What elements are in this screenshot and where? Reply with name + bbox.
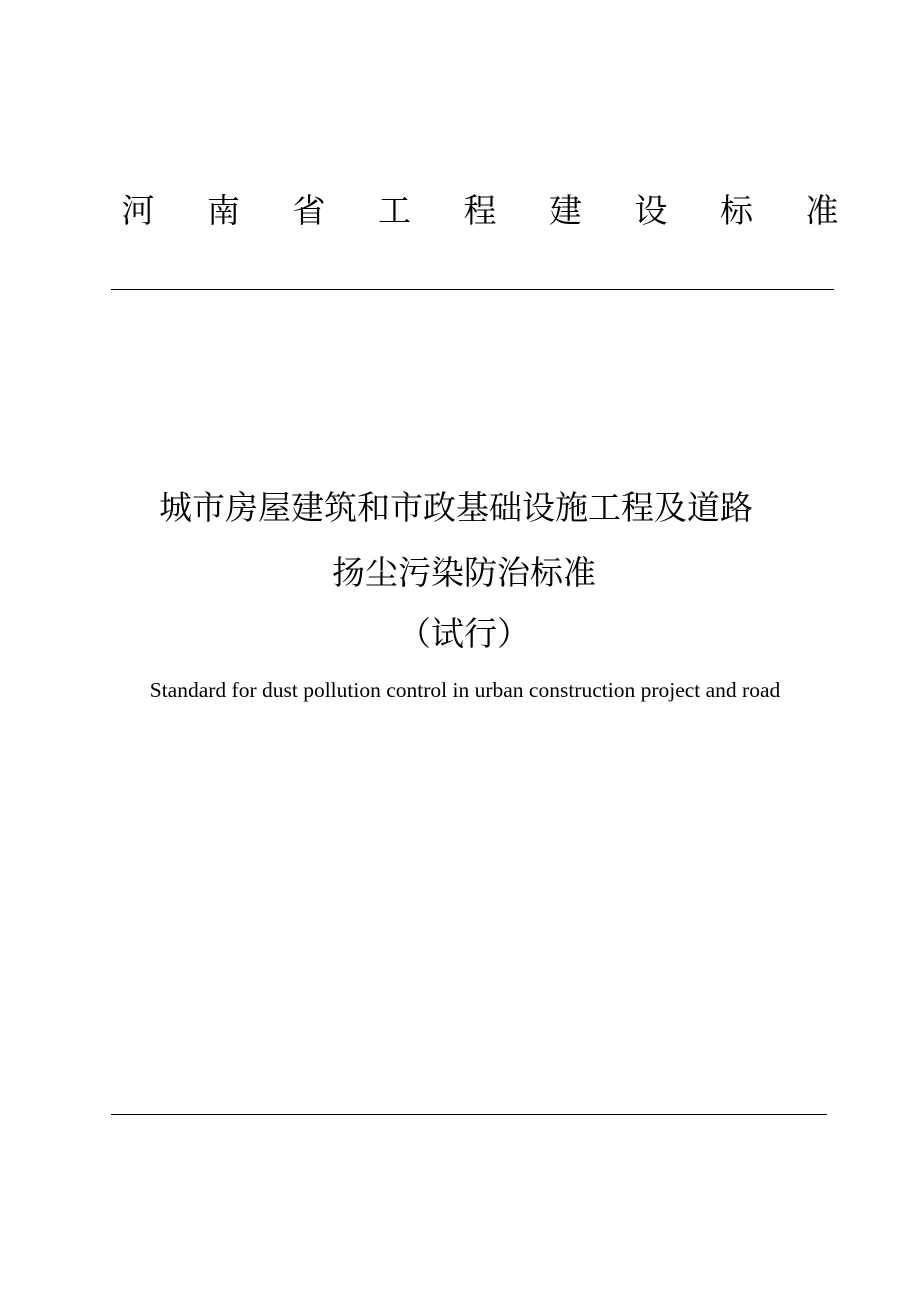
header-char: 程 <box>463 191 497 230</box>
document-title-line-2: 扬尘污染防治标准 <box>332 553 596 592</box>
top-divider <box>111 289 834 290</box>
english-subtitle: Standard for dust pollution control in urban construction project and road <box>149 678 781 702</box>
header-char: 设 <box>634 191 668 230</box>
document-title-line-1: 城市房屋建筑和市政基础设施工程及道路 <box>159 488 753 527</box>
header-char: 河 <box>121 191 155 230</box>
document-title-line-3: （试行） <box>398 614 530 653</box>
bottom-divider <box>111 1114 827 1115</box>
header-char: 工 <box>378 191 411 230</box>
header-title <box>120 186 840 236</box>
header-char: 省 <box>292 191 326 230</box>
header-char: 南 <box>207 191 240 230</box>
header-char: 建 <box>549 191 582 230</box>
header-char: 准 <box>805 191 839 230</box>
header-char: 标 <box>720 191 753 230</box>
